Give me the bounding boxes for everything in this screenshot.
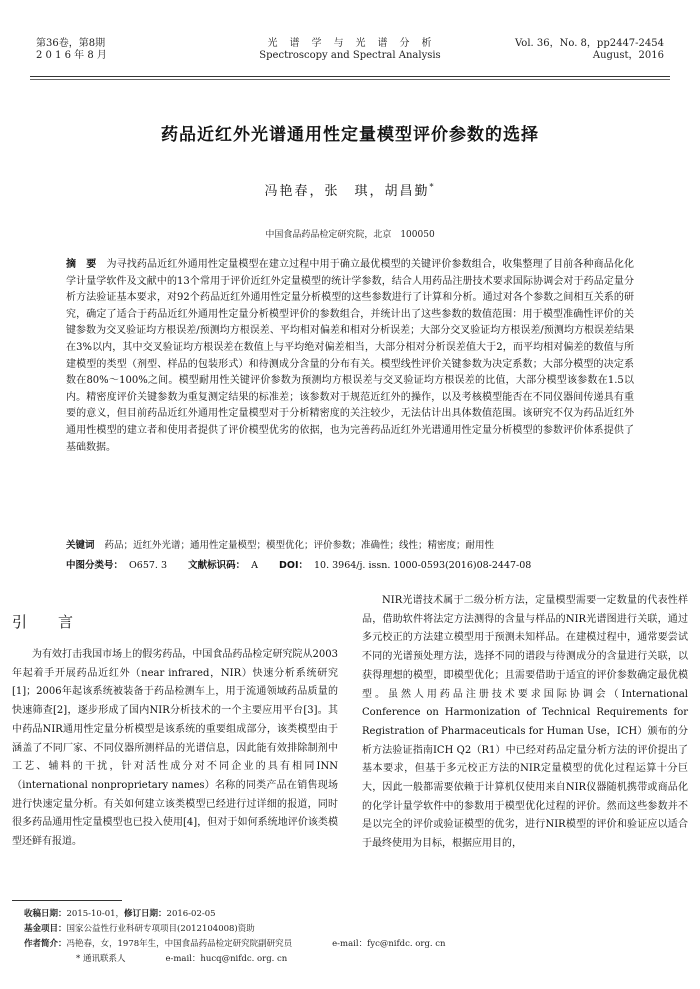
bio-email: e-mail：fyc@nifdc. org. cn	[332, 939, 446, 949]
revised-label: 修订日期：	[124, 909, 167, 919]
header-rule	[30, 76, 670, 77]
revised-value: 2016-02-05	[166, 909, 216, 919]
publication-date: 2 0 1 6 年 8 月	[36, 50, 107, 61]
keywords-text: 药品；近红外光谱；通用性定量模型；模型优化；评价参数；准确性；线性；精密度；耐用性	[104, 540, 495, 551]
bio-value: 冯艳春，女，1978年生，中国食品药品检定研究院副研究员	[66, 939, 293, 949]
affiliation: 中国食品药品检定研究院，北京 100050	[265, 230, 435, 240]
paper-title: 药品近红外光谱通用性定量模型评价参数的选择	[161, 125, 539, 145]
month-year: August，2016	[592, 50, 664, 61]
author-bio	[24, 937, 684, 952]
paragraph: 为有效打击我国市场上的假劣药品，中国食品药品检定研究院从2003年起着手开展药品近红外（near infrared，NIR）快速分析系统研究[1]；2006年起该系统被装备于药品检测车上，用于流通领域药品质量的快速筛查[2]，逐步形成了国内NIR分析技术的一个主要应用平台[3]。其中药品NIR通用性定量分析模型是该系统的重要组成部分，该类模型由于涵盖了不同厂家、不同仪器所测样品的光谱信息，因此能有效排除制剂中工艺、辅料的干扰，针对活性成分对不同企业的具有相同INN（international nonproprietary names）名称的同类产品在销售现场进行快速定量分析。有关如何建立该类模型已经进行过详细的报道，同时很多药品通用性定量模型也已投入使用[4]，但对于如何系统地评价该类模型还鲜有报道。	[12, 649, 338, 848]
journal-name-english: Spectroscopy and Spectral Analysis	[259, 50, 441, 61]
clc-label: 中图分类号：	[66, 560, 124, 571]
document-code-value: A	[251, 560, 258, 571]
footnote-rule	[12, 900, 122, 901]
paragraph: NIR光谱技术属于二级分析方法，定量模型需要一定数量的代表性样品，借助软件将法定方法测得的含量与样品的NIR光谱图进行关联，通过多元校正的方法建立模型用于预测未知样品。在建模过程中，通常要尝试不同的光谱预处理方法，选择不同的谱段与待测成分的含量进行关联，以获得理想的模型，即模型优化；且需要借助于适宜的评价参数确定最优模型。虽然人用药品注册技术要求国际协调会（International Conference on Harmonization of Technical Requirements for Registration of Pharmaceuticals for Human Use，ICH）颁布的分析方法验证指南ICH Q2（R1）中已经对药品定量分析方法的评价提出了基本要求，但基于多元校正方法的NIR定量模型的优化过程运算十分巨大，因此一般都需要依赖于计算机仅使用来自NIR仪器随机携带或商品化的化学计量学软件中的参数用于模型优化过程的评价。然而这些参数并不是以完全的评价或验证模型的优劣，进行NIR模型的评价和验证应以适合于最终使用为目标，根据应用目的，	[362, 595, 688, 850]
funding-label: 基金项目：	[24, 924, 67, 934]
document-code-label: 文献标识码：	[188, 560, 246, 571]
doi	[279, 560, 531, 571]
clc-code	[66, 560, 167, 571]
author-list	[0, 180, 700, 199]
clc-value: O657. 3	[129, 560, 168, 571]
corresponding-label: * 通讯联系人	[76, 954, 126, 964]
abstract	[66, 257, 634, 456]
document-code	[188, 560, 258, 571]
footnotes	[24, 907, 684, 967]
abstract-label: 摘 要	[66, 259, 97, 270]
author-names: 冯艳春，张 琪，胡昌勤	[264, 184, 430, 199]
journal-citation	[515, 38, 664, 62]
received-label: 收稿日期：	[24, 909, 67, 919]
doi-label: DOI：	[278, 560, 308, 571]
left-column	[12, 646, 338, 852]
section-heading-introduction: 引 言	[12, 613, 82, 631]
corresponding-author-mark: *	[429, 182, 436, 192]
volume-issue: 第36卷，第8期	[36, 38, 106, 49]
keywords	[66, 537, 634, 555]
doi-value: 10. 3964/j. issn. 1000-0593(2016)08-2447-08	[313, 560, 532, 571]
keywords-label: 关键词	[66, 540, 95, 551]
bio-label: 作者简介：	[24, 939, 67, 949]
classification-row	[66, 557, 634, 575]
funding-value: 国家公益性行业科研专项项目(2012104008)资助	[66, 924, 255, 934]
corresponding-email: e-mail：hucq@nifdc. org. cn	[165, 954, 288, 964]
volume-pages: Vol. 36，No. 8，pp2447-2454	[515, 38, 664, 49]
abstract-text: 为寻找药品近红外通用性定量模型在建立过程中用于确立最优模型的关键评价参数组合，收集整理了目前各种商品化化学计量学软件及文献中的13个常用于评价近红外定量模型的统计学参数，结合人用药品注册技术要求国际协调会对于药品定量分析方法验证基本要求，对92个药品近红外通用性定量分析模型的这些参数进行了计算和分析。通过对各个参数之间相互关系的研究，确定了适合于药品近红外通用性定量分析模型评价的参数组合，并统计出了这些参数的数值范围：用于模型准确性评价的关键参数为交叉验证均方根误差/预测均方根误差、平均相对偏差和相对分析误差；大部分交叉验证均方根误差/预测均方根误差结果在3%以内，其中交叉验证均方根误差在数值上与平均绝对偏差相当，大部分相对分析误差值大于2，而平均相对偏差的数值与所建模型的类型（剂型、样品的包装形式）和待测成分含量的分布有关。模型线性评价关键参数为决定系数；大部分模型的决定系数在80%～100%之间。模型耐用性关键评价参数为预测均方根误差与交叉验证均方根误差的比值，大部分模型该参数在1.5以内。精密度评价关键参数为重复测定结果的标准差；该参数对于规范近红外的操作，以及考核模型能否在不同仪器间传递具有重要的意义，但目前药品近红外通用性定量模型对于分析精密度的关注较少，无法估计出具体数值范围。该研究不仅为药品近红外通用性模型的建立者和使用者提供了评价模型优劣的依据，也为完善药品近红外光谱通用性定量分析模型的参数评价体系提供了基础数据。	[66, 259, 635, 453]
received-dates	[24, 907, 684, 922]
right-column	[362, 592, 688, 854]
received-value: 2015-10-01，	[66, 909, 125, 919]
funding	[24, 922, 684, 937]
corresponding-author	[24, 952, 684, 967]
journal-name-chinese: 光 谱 学 与 光 谱 分 析	[267, 38, 433, 49]
header-rule-thin	[30, 79, 670, 80]
